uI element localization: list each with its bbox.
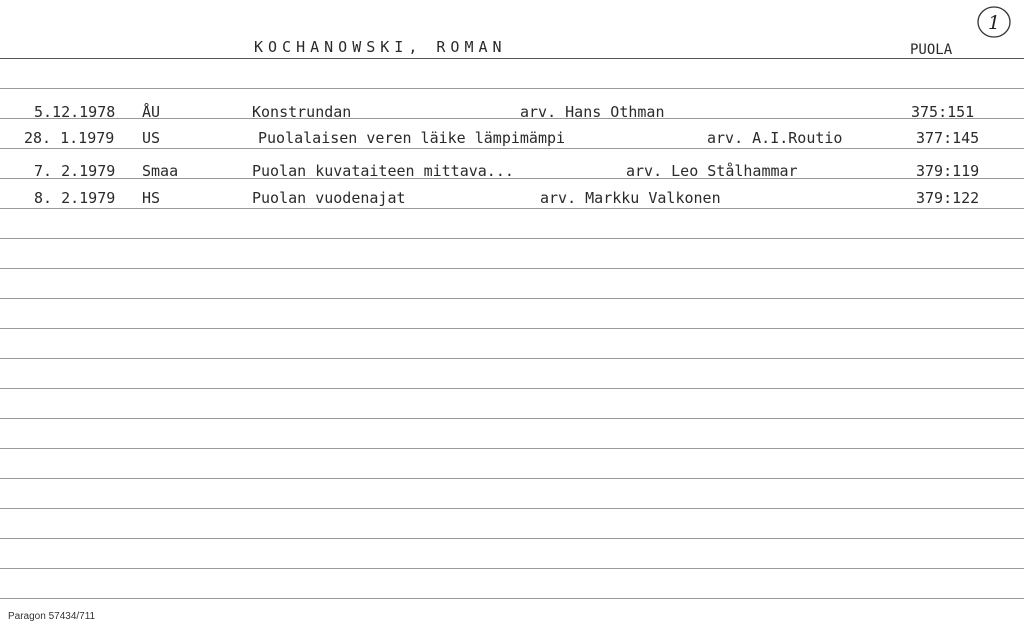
ruled-line: [0, 358, 1024, 359]
entry-source: ÅU: [142, 103, 161, 121]
entry-title: Puolan kuvataiteen mittava...: [252, 162, 514, 180]
entry-reviewer: arv. Markku Valkonen: [540, 189, 721, 207]
ruled-line: [0, 88, 1024, 89]
entry-source: US: [142, 129, 161, 147]
entry-date: 5.12.1978: [34, 103, 116, 121]
ruled-line: [0, 568, 1024, 569]
ruled-line: [0, 388, 1024, 389]
ruled-line: [0, 148, 1024, 149]
page-number: 1: [987, 12, 1001, 34]
card-heading-name: KOCHANOWSKI, ROMAN: [254, 38, 507, 56]
entry-ref: 379:119: [916, 162, 980, 180]
header-rule: [0, 58, 1024, 59]
ruled-line: [0, 538, 1024, 539]
entry-reviewer: arv. A.I.Routio: [707, 129, 843, 147]
ruled-line: [0, 508, 1024, 509]
ruled-line: [0, 298, 1024, 299]
page-number-circle: [974, 2, 1014, 42]
entry-reviewer: arv. Hans Othman: [520, 103, 665, 121]
entry-title: Konstrundan: [252, 103, 352, 121]
ruled-line: [0, 268, 1024, 269]
entry-title: Puolalaisen veren läike lämpimämpi: [258, 129, 566, 147]
ruled-line: [0, 328, 1024, 329]
entry-ref: 375:151: [911, 103, 975, 121]
entry-date: 28. 1.1979: [24, 129, 115, 147]
entry-source: Smaa: [142, 162, 179, 180]
entry-reviewer: arv. Leo Stålhammar: [626, 162, 798, 180]
ruled-line: [0, 238, 1024, 239]
ruled-line: [0, 418, 1024, 419]
ruled-line: [0, 598, 1024, 599]
entry-ref: 377:145: [916, 129, 980, 147]
entry-ref: 379:122: [916, 189, 980, 207]
entry-date: 8. 2.1979: [34, 189, 116, 207]
card-heading-country: PUOLA: [910, 42, 953, 58]
ruled-line: [0, 208, 1024, 209]
entry-source: HS: [142, 189, 161, 207]
ruled-line: [0, 478, 1024, 479]
entry-date: 7. 2.1979: [34, 162, 116, 180]
ruled-line: [0, 448, 1024, 449]
entry-title: Puolan vuodenajat: [252, 189, 406, 207]
card-footer-print: Paragon 57434/711: [8, 611, 96, 622]
